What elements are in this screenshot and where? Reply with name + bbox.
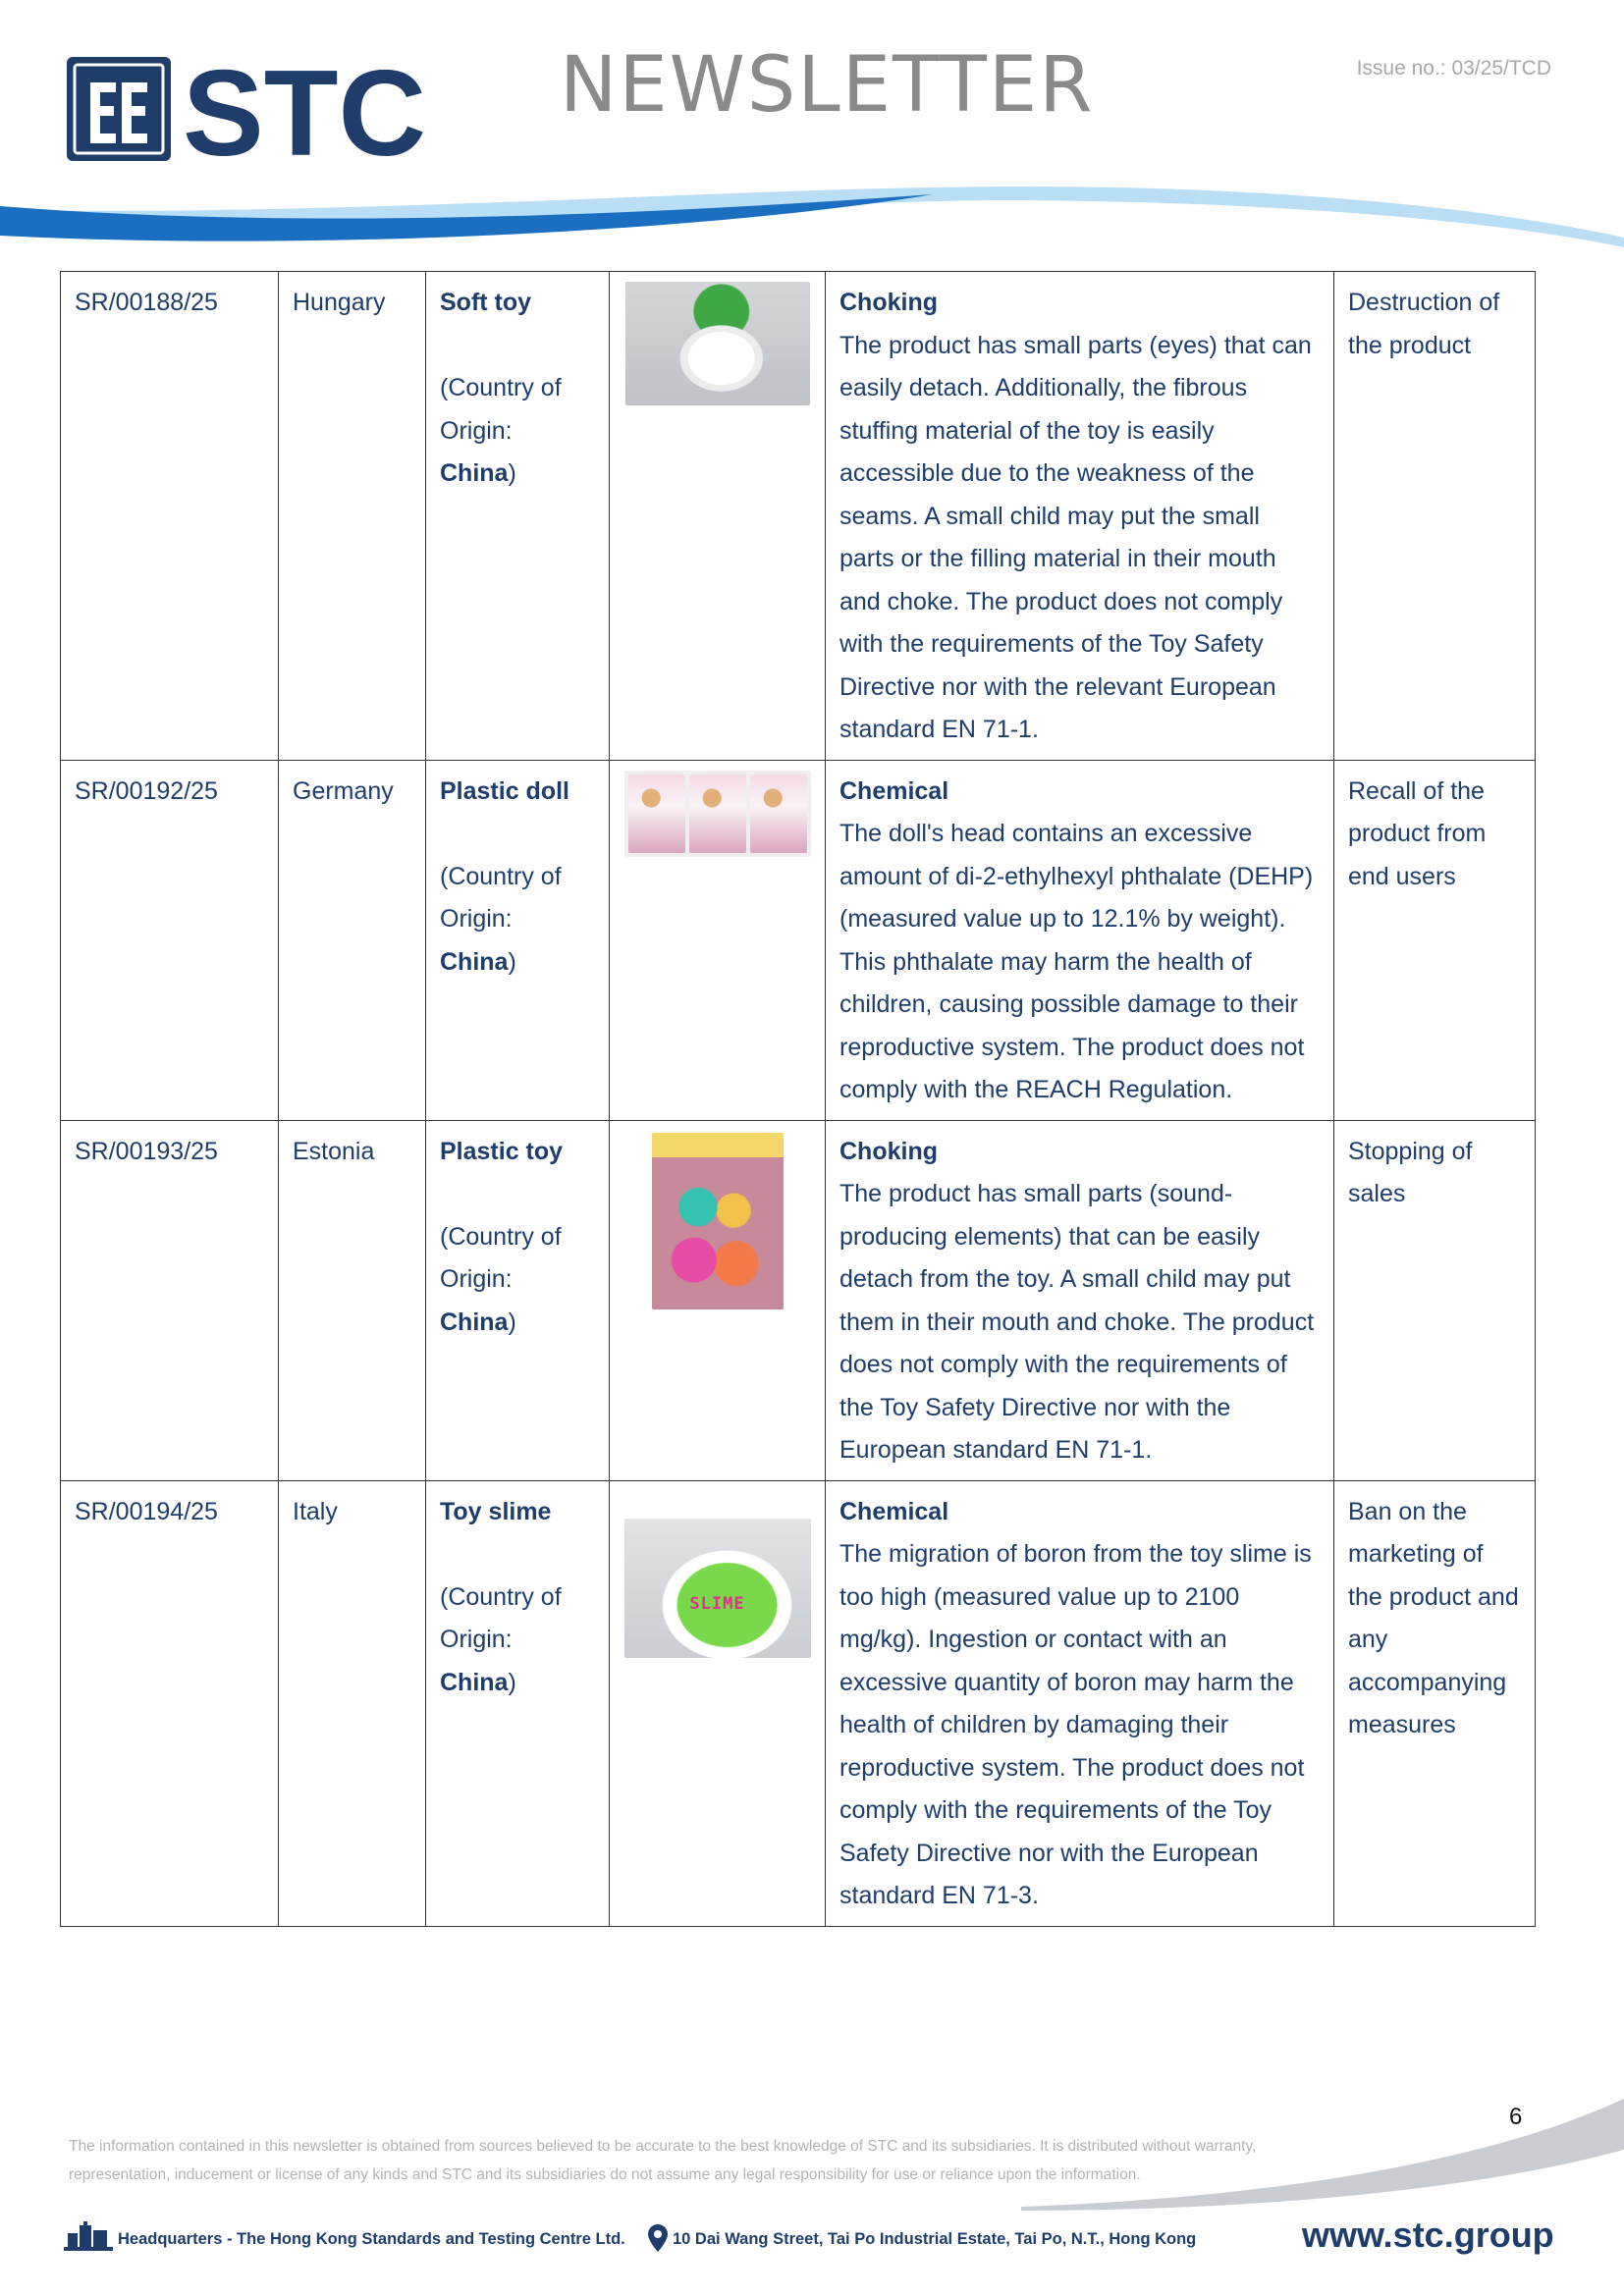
origin-close: ) <box>508 1308 516 1336</box>
issue-number: Issue no.: 03/25/TCD <box>1356 57 1551 80</box>
page-number: 6 <box>1509 2104 1523 2130</box>
website-link[interactable]: www.stc.group <box>1302 2215 1554 2255</box>
photo-cell <box>610 272 826 761</box>
product-cell <box>426 272 610 761</box>
plastic-toy-photo <box>652 1133 784 1309</box>
product-cell <box>426 760 610 1120</box>
stc-logo <box>67 55 469 165</box>
address-text: 10 Dai Wang Street, Tai Po Industrial Estate, Tai Po, N.T., Hong Kong <box>673 2230 1197 2248</box>
product-name: Toy slime <box>440 1497 552 1525</box>
plastic-doll-photo <box>624 771 811 857</box>
product-cell <box>426 1120 610 1480</box>
origin-label: (Country of Origin: <box>440 374 562 445</box>
product-recall-table <box>60 271 1536 1927</box>
product-name: Plastic doll <box>440 776 569 805</box>
table-row <box>61 760 1536 1120</box>
risk-cell <box>826 760 1334 1120</box>
notifying-country: Germany <box>279 760 426 1120</box>
product-name: Soft toy <box>440 289 532 316</box>
origin-label: (Country of Origin: <box>440 1582 562 1653</box>
origin-country: China <box>440 1308 509 1336</box>
photo-cell <box>610 1120 826 1480</box>
risk-cell <box>826 1480 1334 1926</box>
origin-label: (Country of Origin: <box>440 1222 562 1293</box>
building-icon <box>64 2221 113 2253</box>
photo-cell <box>610 760 826 1120</box>
header-swoosh-decoration <box>0 177 1624 265</box>
origin-close: ) <box>508 459 516 487</box>
risk-description: The product has small parts (sound-producing elements) that can be easily detach from the toy. A small child may put them in their mouth and choke. The product does not comply with the requirements of the Toy Safety Directive nor with the European standard EN 71-1. <box>839 1180 1315 1464</box>
headquarters-text: Headquarters - The Hong Kong Standards and Testing Centre Ltd. <box>118 2230 625 2248</box>
risk-type: Choking <box>839 289 938 316</box>
origin-country: China <box>440 1668 509 1696</box>
measure-taken: Destruction of the product <box>1334 272 1536 761</box>
origin-close: ) <box>508 947 516 976</box>
risk-description: The product has small parts (eyes) that can easily detach. Additionally, the fibrous stuffing material of the toy is easily accessible due to the weakness of the seams. A small child may put the small parts or the filling material in their mouth and choke. The product does not comply with the requirements of the Toy Safety Directive nor with the relevant European standard EN 71-1. <box>839 331 1312 743</box>
table-row <box>61 1120 1536 1480</box>
risk-type: Choking <box>839 1137 938 1165</box>
origin-country: China <box>440 459 509 487</box>
risk-type: Chemical <box>839 1497 949 1525</box>
reference-number: SR/00193/25 <box>61 1120 279 1480</box>
risk-cell <box>826 1120 1334 1480</box>
photo-cell <box>610 1480 826 1926</box>
origin-country: China <box>440 947 509 976</box>
soft-toy-photo <box>625 282 810 405</box>
product-cell <box>426 1480 610 1926</box>
measure-taken: Recall of the product from end users <box>1334 760 1536 1120</box>
brand-name: STC <box>183 55 426 165</box>
notifying-country: Italy <box>279 1480 426 1926</box>
disclaimer-text: The information contained in this newsletter is obtained from sources believed to be accurate to the best knowledge of STC and its subsidiaries. It is distributed without warranty, representation, inducement or license of any kinds and STC and its subsidiaries do not assume any legal responsibility for use or reliance upon the information. <box>69 2138 1257 2183</box>
risk-type: Chemical <box>839 776 949 805</box>
reference-number: SR/00188/25 <box>61 272 279 761</box>
origin-label: (Country of Origin: <box>440 862 562 933</box>
slime-package-label: SLIME <box>689 1593 745 1614</box>
newsletter-title: NEWSLETTER <box>560 41 1095 130</box>
risk-description: The doll's head contains an excessive amount of di-2-ethylhexyl phthalate (DEHP) (measured value up to 12.1% by weight). This phthalate may harm the health of children, causing possible damage to their reproductive system. The product does not comply with the REACH Regulation. <box>839 820 1314 1103</box>
risk-cell <box>826 272 1334 761</box>
table-row <box>61 1480 1536 1926</box>
location-pin-icon <box>648 2224 668 2252</box>
measure-taken: Stopping of sales <box>1334 1120 1536 1480</box>
table-row <box>61 272 1536 761</box>
origin-close: ) <box>508 1668 516 1696</box>
notifying-country: Estonia <box>279 1120 426 1480</box>
reference-number: SR/00194/25 <box>61 1480 279 1926</box>
risk-description: The migration of boron from the toy slime is too high (measured value up to 2100 mg/kg). Ingestion or contact with an excessive quantity of boron may harm the health of children by damaging their reproductive system. The product does not comply with the requirements of the Toy Safety Directive nor with the European standard EN 71-3. <box>839 1540 1312 1909</box>
product-name: Plastic toy <box>440 1137 564 1165</box>
toy-slime-photo <box>624 1519 811 1658</box>
reference-number: SR/00192/25 <box>61 760 279 1120</box>
notifying-country: Hungary <box>279 272 426 761</box>
measure-taken: Ban on the marketing of the product and any accompanying measures <box>1334 1480 1536 1926</box>
